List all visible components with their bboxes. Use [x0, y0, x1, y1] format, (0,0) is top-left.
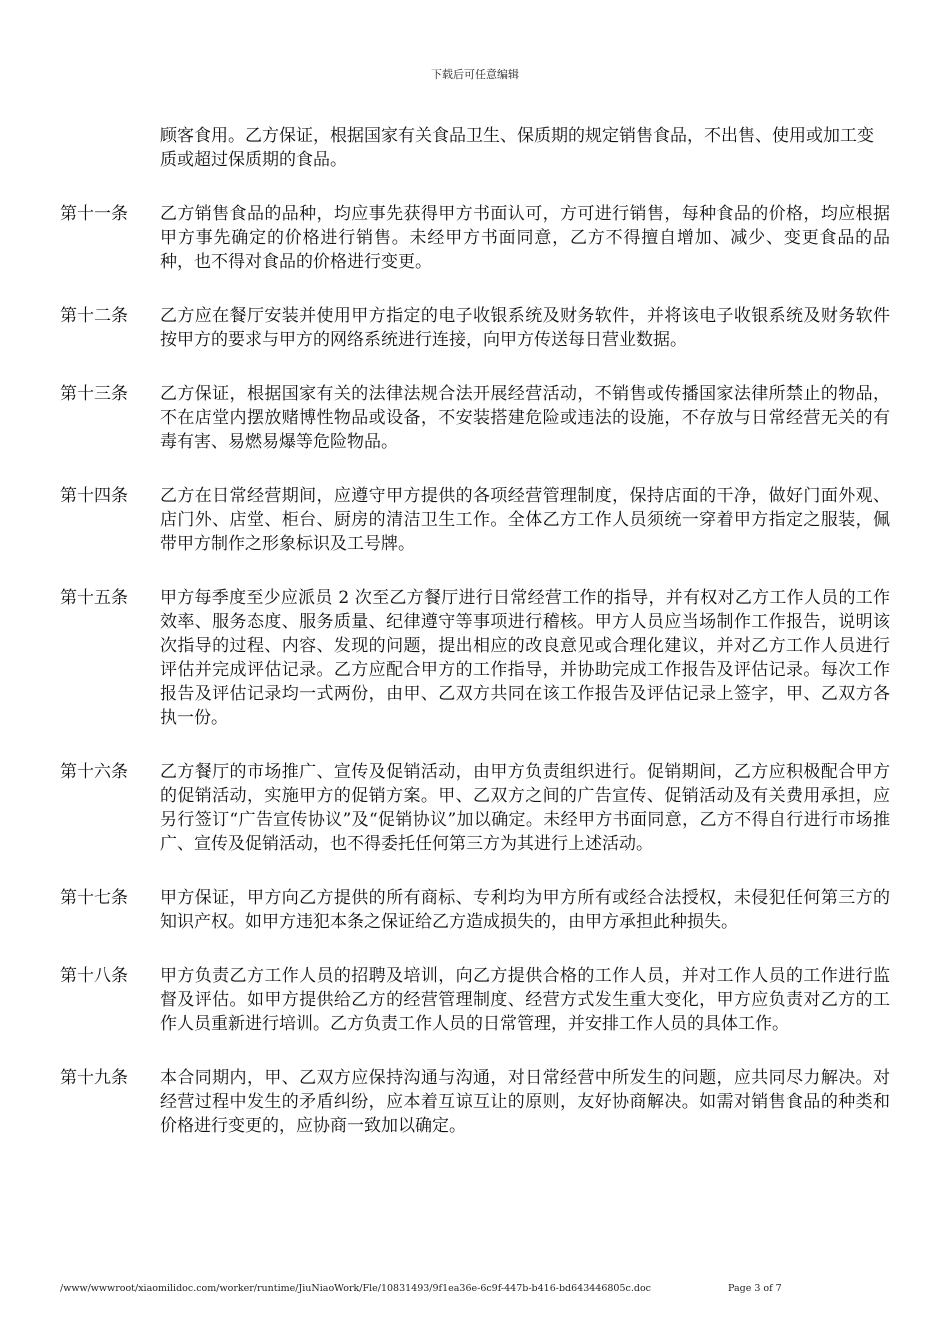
- clause-text: 乙方保证，根据国家有关的法律法规合法开展经营活动，不销售或传播国家法律所禁止的物品，不在店堂内摆放赌博性物品或设备，不安装搭建危险或违法的设施，不存放与日常经营无关的有毒有害、易燃易爆等危险物品。: [160, 384, 890, 452]
- clause-number: 第十八条: [60, 966, 128, 986]
- clause-number: 第十一条: [60, 204, 128, 224]
- continuation-paragraph: 顾客食用。乙方保证，根据国家有关食品卫生、保质期的规定销售食品，不出售、使用或加工变质或超过保质期的食品。: [160, 126, 874, 170]
- clause-number: 第十六条: [60, 762, 128, 782]
- clause-text: 乙方在日常经营期间，应遵守甲方提供的各项经营管理制度，保持店面的干净，做好门面外观、店门外、店堂、柜台、厨房的清洁卫生工作。全体乙方工作人员须统一穿着甲方指定之服装，佩带甲方制作之形象标识及工号牌。: [160, 486, 890, 554]
- clause-text: 甲方保证，甲方向乙方提供的所有商标、专利均为甲方所有或经合法授权，未侵犯任何第三方的知识产权。如甲方违犯本条之保证给乙方造成损失的，由甲方承担此种损失。: [160, 888, 890, 932]
- clause-text: 乙方应在餐厅安装并使用甲方指定的电子收银系统及财务软件，并将该电子收银系统及财务软件按甲方的要求与甲方的网络系统进行连接，向甲方传送每日营业数据。: [160, 306, 890, 350]
- footer-file-path: /www/wwwroot/xiaomilidoc.com/worker/runtime/JiuNiaoWork/Fle/10831493/9f1ea36e-6c9f-447b-b416-bd643446805c.doc: [60, 1283, 651, 1294]
- clause-16: [60, 760, 890, 856]
- clause-11: [60, 202, 890, 274]
- page-header: 下载后可任意编辑: [431, 68, 519, 81]
- clause-13: [60, 382, 890, 454]
- clause-text: 甲方每季度至少应派员 2 次至乙方餐厅进行日常经营工作的指导，并有权对乙方工作人员的工作效率、服务态度、服务质量、纪律遵守等事项进行稽核。甲方人员应当场制作工作报告，说明该次指导的过程、内容、发现的问题，提出相应的改良意见或合理化建议，并对乙方工作人员进行评估并完成评估记录。乙方应配合甲方的工作指导，并协助完成工作报告及评估记录。每次工作报告及评估记录均一式两份，由甲、乙双方共同在该工作报告及评估记录上签字，甲、乙双方各执一份。: [160, 588, 890, 728]
- document-body: [60, 124, 890, 1168]
- clause-text: 乙方餐厅的市场推广、宣传及促销活动，由甲方负责组织进行。促销期间，乙方应积极配合甲方的促销活动，实施甲方的促销方案。甲、乙双方之间的广告宣传、促销活动及有关费用承担，应另行签订“广告宣传协议”及“促销协议”加以确定。未经甲方书面同意，乙方不得自行进行市场推广、宣传及促销活动，也不得委托任何第三方为其进行上述活动。: [160, 762, 890, 854]
- clause-number: 第十四条: [60, 486, 128, 506]
- clause-number: 第十三条: [60, 384, 128, 404]
- clause-number: 第十七条: [60, 888, 128, 908]
- clause-text: 甲方负责乙方工作人员的招聘及培训，向乙方提供合格的工作人员，并对工作人员的工作进行监督及评估。如甲方提供给乙方的经营管理制度、经营方式发生重大变化，甲方应负责对乙方的工作人员重新进行培训。乙方负责工作人员的日常管理，并安排工作人员的具体工作。: [160, 966, 890, 1034]
- clause-number: 第十二条: [60, 306, 128, 326]
- clause-15: [60, 586, 890, 730]
- clause-12: [60, 304, 890, 352]
- clause-number: 第十九条: [60, 1068, 128, 1088]
- clause-text: 本合同期内，甲、乙双方应保持沟通与沟通，对日常经营中所发生的问题，应共同尽力解决。对经营过程中发生的矛盾纠纷，应本着互谅互让的原则，友好协商解决。如需对销售食品的种类和价格进行变更的，应协商一致加以确定。: [160, 1068, 890, 1136]
- clause-number: 第十五条: [60, 588, 128, 608]
- clause-text: 乙方销售食品的品种，均应事先获得甲方书面认可，方可进行销售，每种食品的价格，均应根据甲方事先确定的价格进行销售。未经甲方书面同意，乙方不得擅自增加、减少、变更食品的品种，也不得对食品的价格进行变更。: [160, 204, 890, 272]
- clause-19: [60, 1066, 890, 1138]
- clause-18: [60, 964, 890, 1036]
- clause-14: [60, 484, 890, 556]
- clause-17: [60, 886, 890, 934]
- footer-page-number: Page 3 of 7: [728, 1283, 782, 1294]
